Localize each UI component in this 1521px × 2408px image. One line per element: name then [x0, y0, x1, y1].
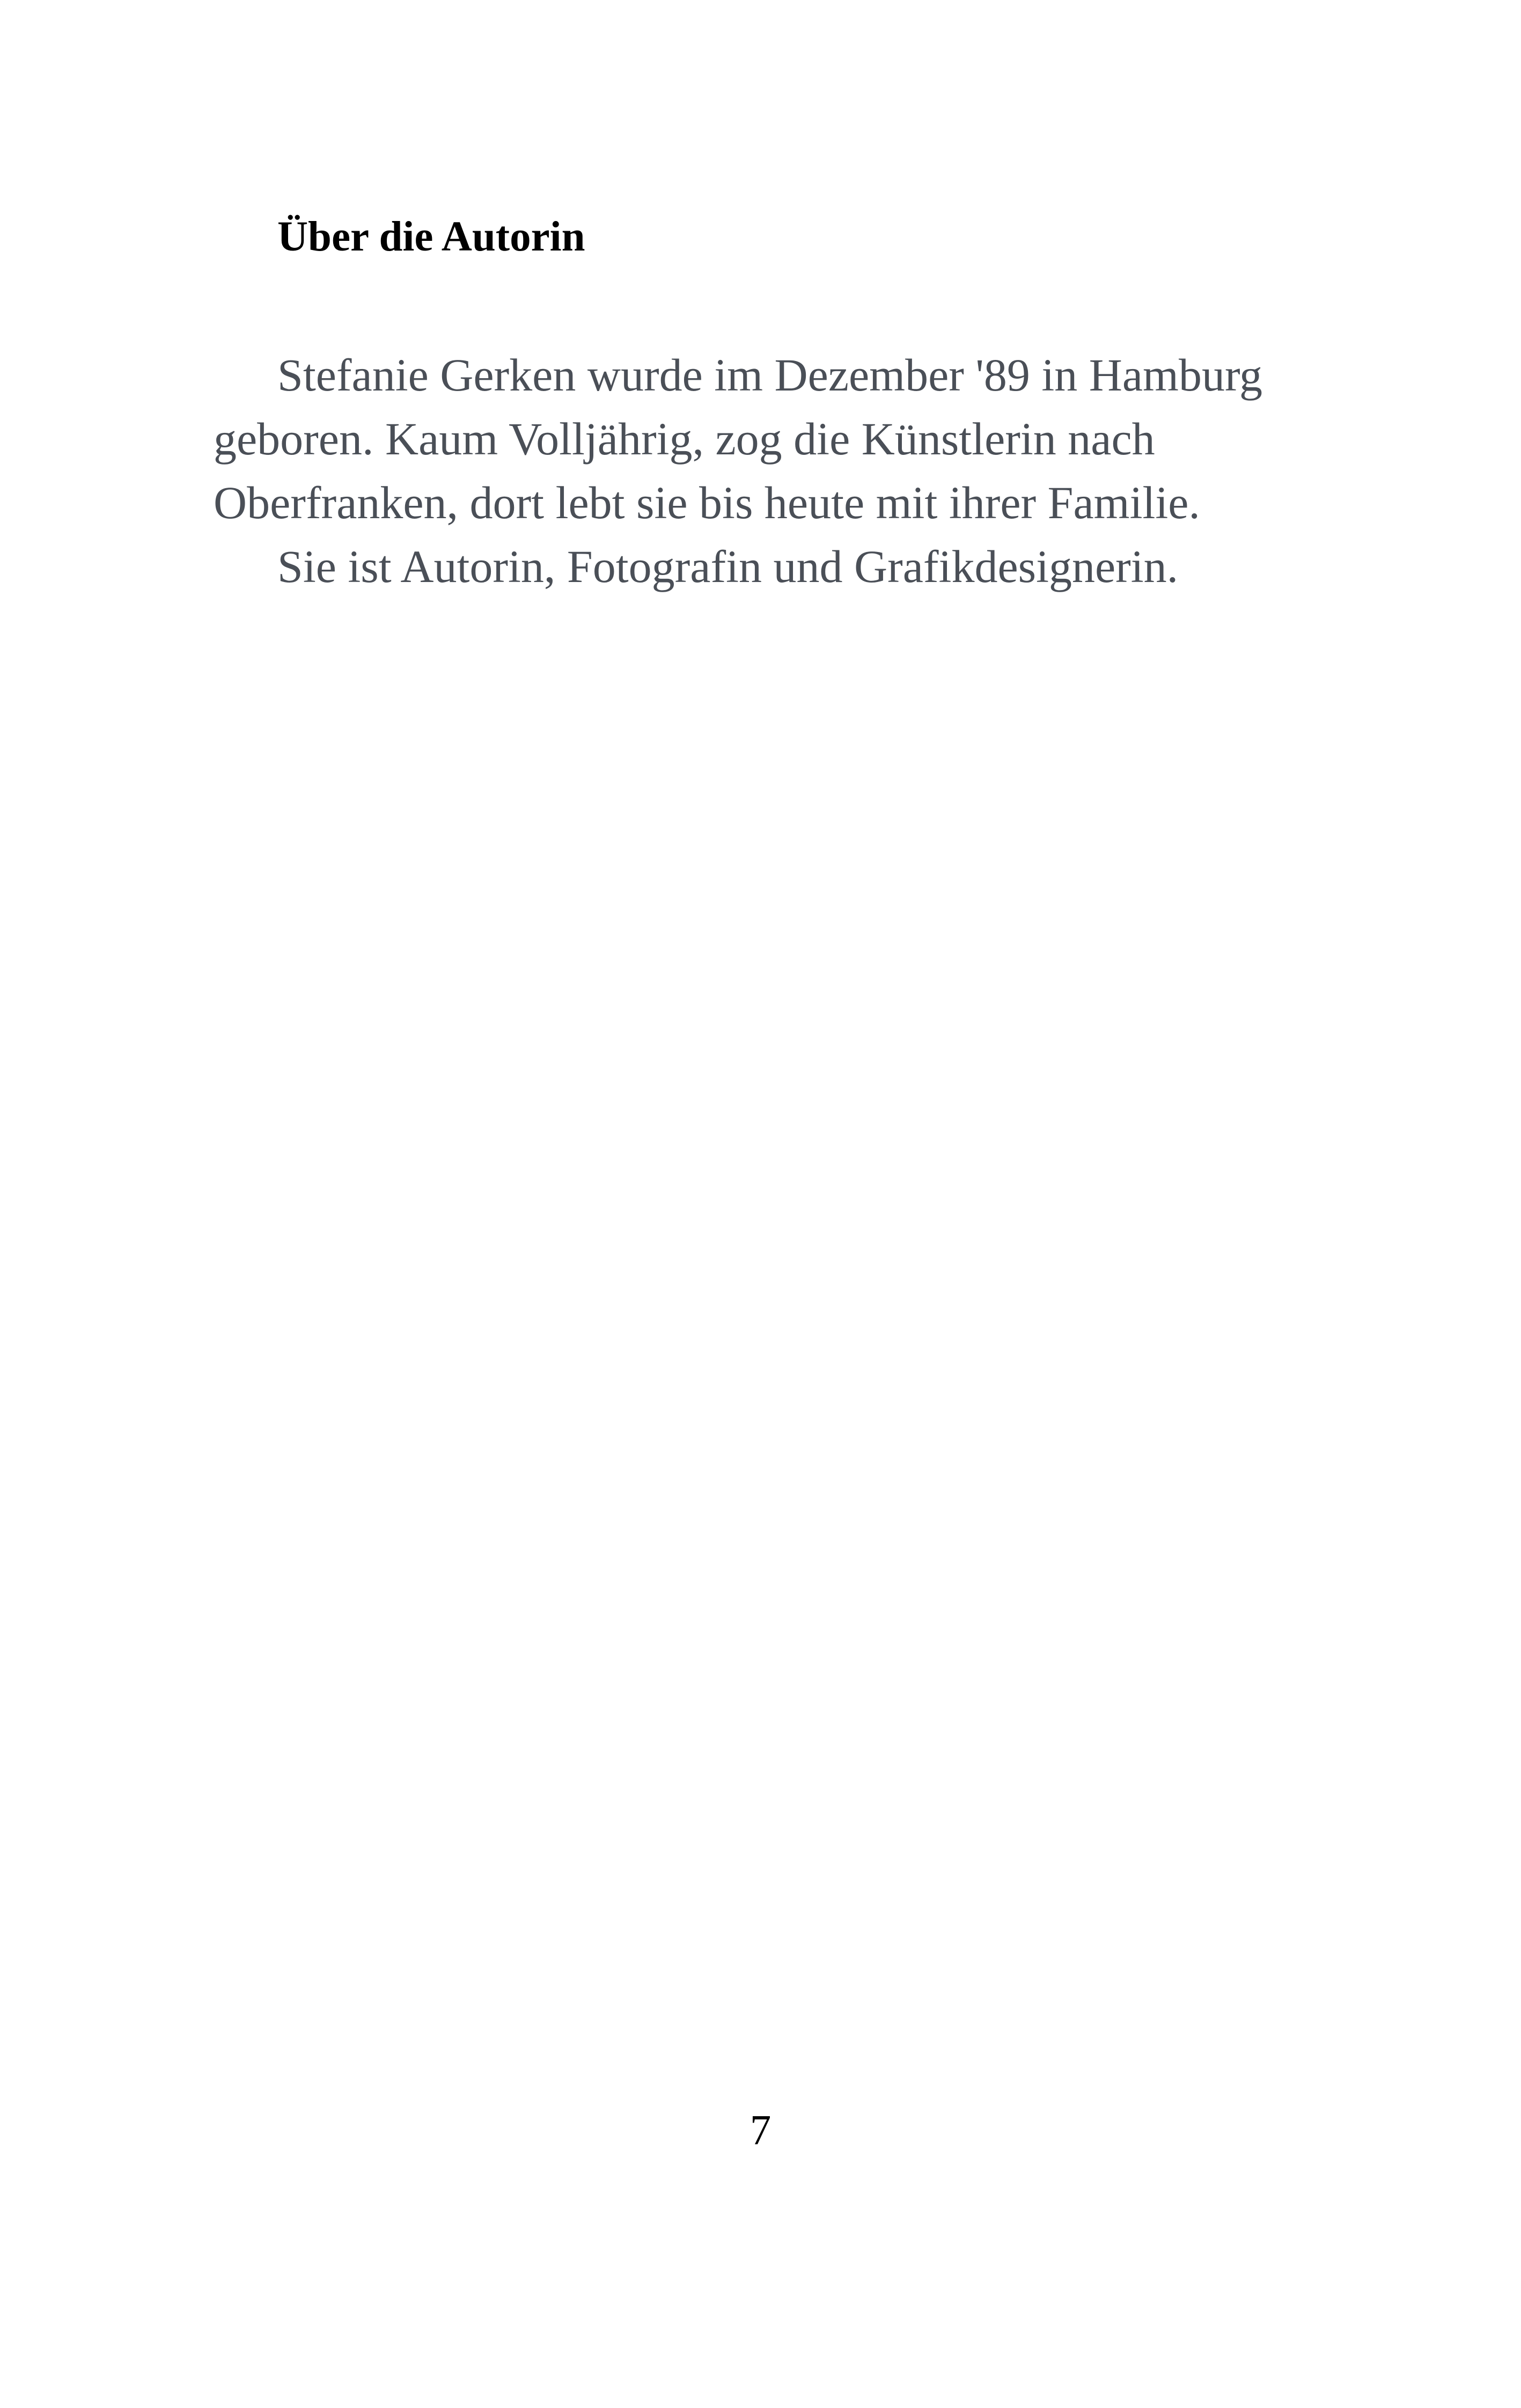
page-number: 7	[750, 2107, 771, 2154]
section-heading: Über die Autorin	[277, 213, 585, 260]
bio-line: geboren. Kaum Volljährig, zog die Künstlerin nach	[214, 413, 1155, 465]
author-bio	[214, 343, 1313, 599]
bio-paragraph-1	[214, 343, 1313, 535]
bio-line: Stefanie Gerken wurde im Dezember '89 in Hamburg	[277, 349, 1263, 401]
bio-line: Oberfranken, dort lebt sie bis heute mit ihrer Familie.	[214, 477, 1200, 528]
bio-line: Sie ist Autorin, Fotografin und Grafikdesignerin.	[277, 541, 1179, 592]
bio-paragraph-2	[214, 535, 1313, 599]
